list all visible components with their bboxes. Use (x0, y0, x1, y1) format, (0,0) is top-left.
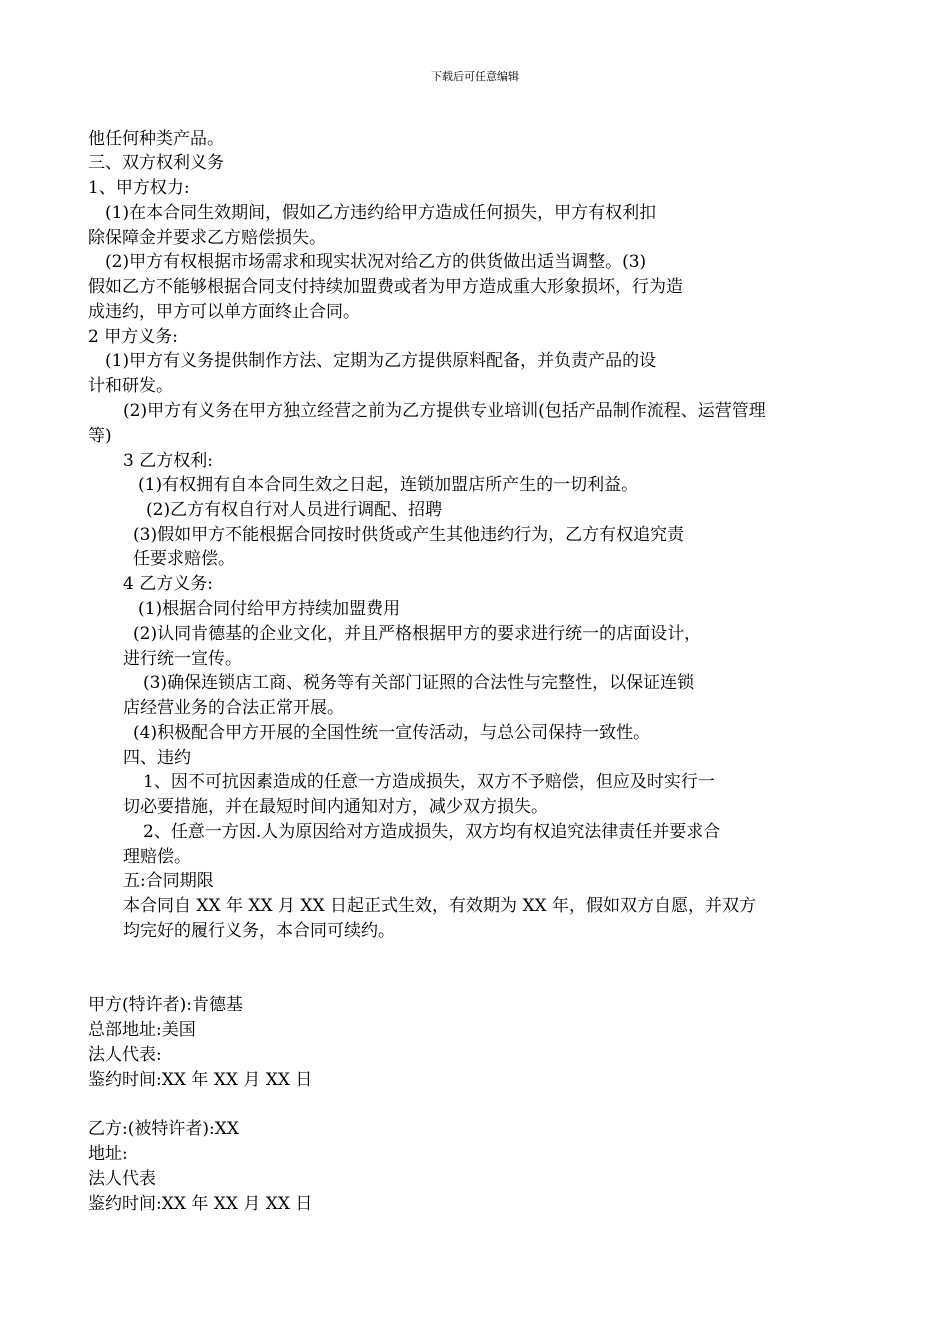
paragraph-line: 进行统一宣传。 (123, 649, 242, 669)
paragraph-line: 他任何种类产品。 (88, 129, 224, 149)
paragraph-line: (2)认同肯德基的企业文化，并且严格根据甲方的要求进行统一的店面设计， (133, 624, 702, 644)
party-a-address: 总部地址:美国 (88, 1020, 196, 1040)
paragraph-line: 店经营业务的合法正常开展。 (123, 698, 344, 718)
paragraph-line: 等) (88, 426, 112, 446)
paragraph-line: (1)有权拥有自本合同生效之日起，连锁加盟店所产生的一切利益。 (138, 475, 639, 495)
paragraph-line: (2)乙方有权自行对人员进行调配、招聘 (146, 500, 443, 520)
paragraph-line: 成违约，甲方可以单方面终止合同。 (88, 302, 360, 322)
paragraph-line: 本合同自 XX 年 XX 月 XX 日起正式生效，有效期为 XX 年，假如双方自愿，并双方 (123, 896, 757, 916)
paragraph-line: 计和研发。 (88, 376, 173, 396)
paragraph-line: (1)根据合同付给甲方持续加盟费用 (138, 599, 401, 619)
subsection-heading: 2 甲方义务: (88, 327, 178, 347)
paragraph-line: (1)在本合同生效期间，假如乙方违约给甲方造成任何损失，甲方有权利扣 (105, 203, 657, 223)
paragraph-line: 理赔偿。 (123, 847, 191, 867)
section-heading: 三、双方权利义务 (88, 153, 224, 173)
paragraph-line: 除保障金并要求乙方赔偿损失。 (88, 228, 326, 248)
paragraph-line: 假如乙方不能够根据合同支付持续加盟费或者为甲方造成重大形象损坏，行为造 (88, 277, 683, 297)
paragraph-line: 2、任意一方因.人为原因给对方造成损失，双方均有权追究法律责任并要求合 (143, 822, 721, 842)
paragraph-line: (4)积极配合甲方开展的全国性统一宣传活动，与总公司保持一致性。 (133, 723, 651, 743)
subsection-heading: 1、甲方权力: (88, 178, 190, 198)
party-b-name: 乙方:(被特许者):XX (88, 1119, 239, 1139)
subsection-heading: 3 乙方权利: (123, 451, 213, 471)
section-heading: 四、违约 (123, 748, 191, 768)
section-heading: 五:合同期限 (123, 871, 214, 891)
paragraph-line: 切必要措施，并在最短时间内通知对方，减少双方损失。 (123, 797, 548, 817)
party-b-address: 地址: (88, 1144, 128, 1164)
paragraph-line: (3)假如甲方不能根据合同按时供货或产生其他违约行为，乙方有权追究责 (133, 525, 685, 545)
party-b-representative: 法人代表 (88, 1169, 156, 1189)
paragraph-line: 1、因不可抗因素造成的任意一方造成损失，双方不予赔偿，但应及时实行一 (143, 772, 715, 792)
paragraph-line: (3)确保连锁店工商、税务等有关部门证照的合法性与完整性，以保证连锁 (143, 673, 695, 693)
party-a-representative: 法人代表: (88, 1045, 162, 1065)
party-b-date: 鉴约时间:XX 年 XX 月 XX 日 (88, 1194, 313, 1214)
paragraph-line: (2)甲方有义务在甲方独立经营之前为乙方提供专业培训(包括产品制作流程、运营管理 (123, 401, 766, 421)
paragraph-line: (1)甲方有义务提供制作方法、定期为乙方提供原料配备，并负责产品的设 (105, 351, 657, 371)
paragraph-line: (2)甲方有权根据市场需求和现实状况对给乙方的供货做出适当调整。(3) (105, 252, 647, 272)
subsection-heading: 4 乙方义务: (123, 574, 213, 594)
page-header: 下载后可任意编辑 (431, 70, 519, 83)
party-a-date: 鉴约时间:XX 年 XX 月 XX 日 (88, 1070, 313, 1090)
party-a-name: 甲方(特许者):肯德基 (88, 995, 243, 1015)
paragraph-line: 均完好的履行义务，本合同可续约。 (123, 921, 395, 941)
paragraph-line: 任要求赔偿。 (133, 549, 235, 569)
